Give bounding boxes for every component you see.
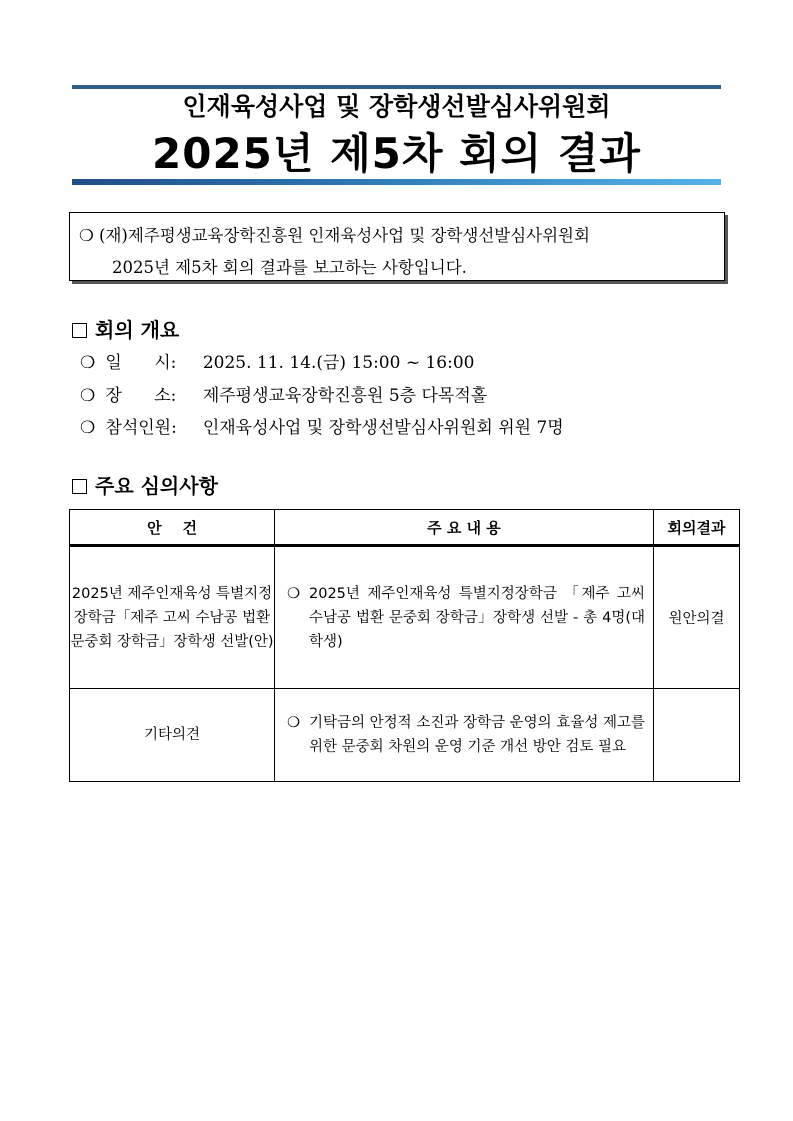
content-cell xyxy=(275,689,654,782)
overview-item-datetime xyxy=(80,348,474,373)
title-bottom-rule xyxy=(72,179,721,185)
summary-box xyxy=(69,212,725,281)
overview-item-attendees xyxy=(80,413,564,438)
section-heading-overview xyxy=(72,314,179,343)
table-header-row xyxy=(70,510,740,546)
column-header-agenda: 안 건 xyxy=(70,510,275,546)
overview-value-datetime: 2025. 11. 14.(금) 15:00 ~ 16:00 xyxy=(202,353,475,373)
content-item xyxy=(275,711,653,759)
page-title-line1: 인재육성사업 및 장학생선발심사위원회 xyxy=(182,92,611,121)
page-title-line2: 2025년 제5차 회의 결과 xyxy=(152,129,641,178)
circle-bullet-icon: ❍ xyxy=(80,418,96,438)
agenda-cell: 2025년 제주인재육성 특별지정장학금「제주 고씨 수남공 법환 문중회 장학금」장학생 선발(안) xyxy=(70,546,275,689)
circle-bullet-icon: ❍ xyxy=(287,715,300,731)
summary-line1 xyxy=(79,222,590,246)
column-header-content: 주 요 내 용 xyxy=(275,510,654,546)
content-item xyxy=(275,582,653,654)
circle-bullet-icon: ❍ xyxy=(80,353,96,373)
content-text: 2025년 제주인재육성 특별지정장학금 「제주 고씨 수남공 법환 문중회 장학금」장학생 선발 - 총 4명(대학생) xyxy=(309,585,645,650)
circle-bullet-icon: ❍ xyxy=(287,585,300,602)
square-bullet-icon xyxy=(72,323,87,338)
section-heading-deliberation xyxy=(72,470,218,499)
overview-label-attendees: 참석인원: xyxy=(105,418,177,438)
square-bullet-icon xyxy=(72,479,87,494)
summary-text-line2: 2025년 제5차 회의 결과를 보고하는 사항입니다. xyxy=(112,258,467,277)
deliberation-table xyxy=(69,509,740,782)
summary-text-line1: (재)제주평생교육장학진흥원 인재육성사업 및 장학생선발심사위원회 xyxy=(99,226,590,245)
overview-item-place xyxy=(80,381,487,406)
agenda-cell: 기타의견 xyxy=(70,689,275,782)
section-heading-deliberation-text: 주요 심의사항 xyxy=(95,474,218,498)
table-row xyxy=(70,546,740,689)
content-cell xyxy=(275,546,654,689)
content-text: 기탁금의 안정적 소진과 장학금 운영의 효율성 제고를 위한 문중회 차원의 운영 기준 개선 방안 검토 필요 xyxy=(309,715,645,755)
column-header-result: 회의결과 xyxy=(654,510,740,546)
overview-label-place: 장 소: xyxy=(105,386,177,406)
overview-label-datetime: 일 시: xyxy=(105,353,177,373)
title-top-rule xyxy=(72,85,721,89)
section-heading-overview-text: 회의 개요 xyxy=(95,318,180,342)
result-cell xyxy=(654,689,740,782)
circle-bullet-icon: ❍ xyxy=(79,226,94,245)
table-row xyxy=(70,689,740,782)
overview-value-attendees: 인재육성사업 및 장학생선발심사위원회 위원 7명 xyxy=(202,418,564,438)
overview-value-place: 제주평생교육장학진흥원 5층 다목적홀 xyxy=(202,386,488,406)
result-cell: 원안의결 xyxy=(654,546,740,689)
circle-bullet-icon: ❍ xyxy=(80,386,96,406)
